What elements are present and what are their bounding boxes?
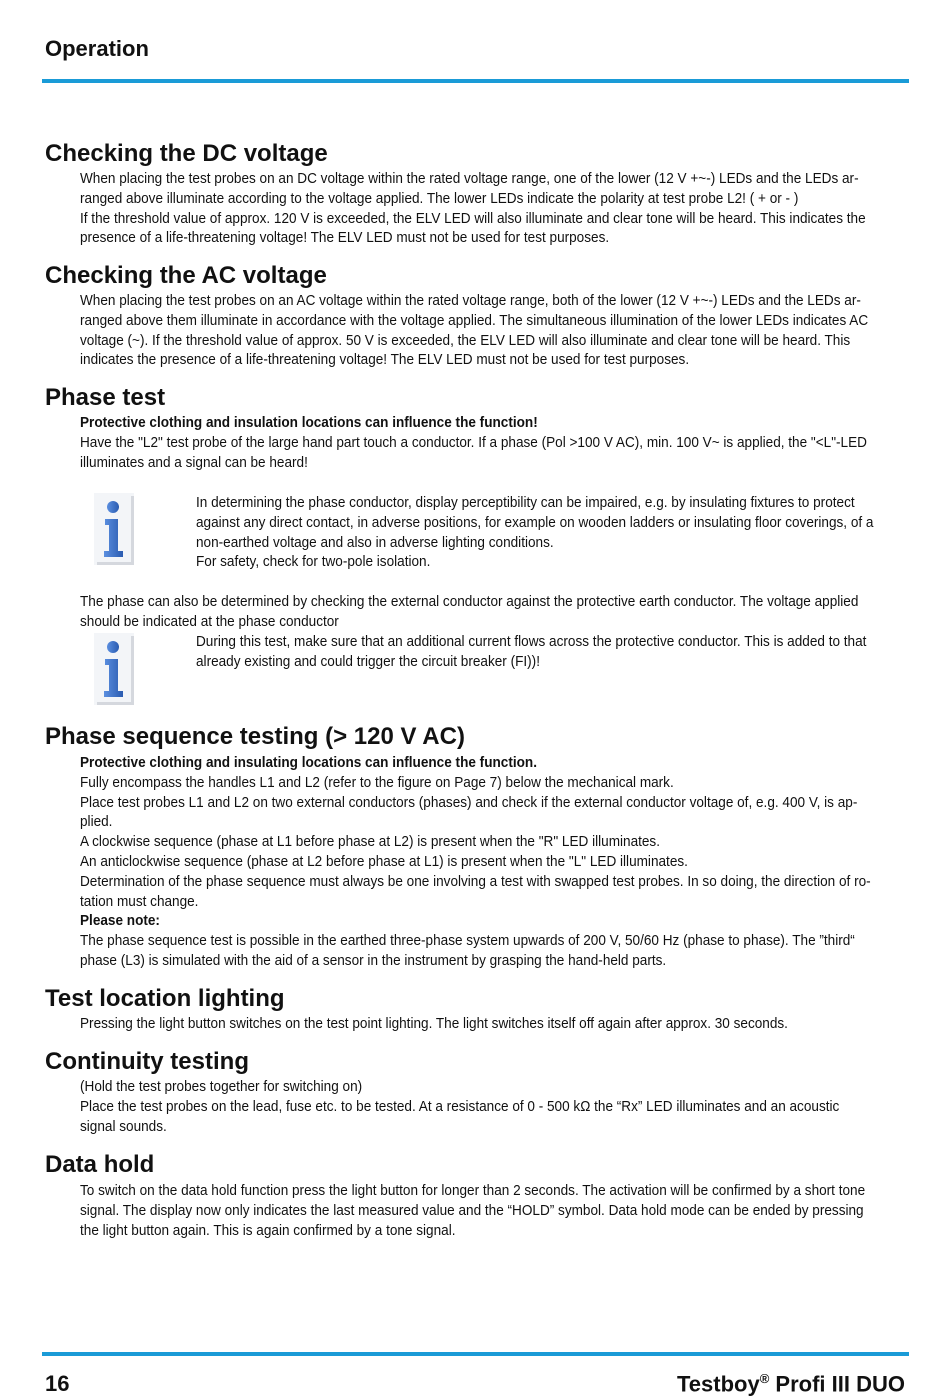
heading-test-location-lighting: Test location lighting	[45, 985, 285, 1012]
info-icon	[94, 633, 134, 705]
paragraph-data-hold: To switch on the data hold function press the light button for longer than 2 seconds. The activation will be confirmed by a short tone signal. The display now only indicates the last measured value and the “HOLD” symbol. Data hold mode can be ended by pressing the light button again. This is again confirmed by a tone signal.	[80, 1183, 866, 1239]
page-header-title: Operation	[45, 36, 149, 61]
paragraph-phase-sequence: Protective clothing and insulating locations can influence the function. Fully encompass the handles L1 and L2 (refer to the figure on Page 7) below the mechanical mark. Place test probes L1 and L2 on two external conductors (phases) and check if the external conductor voltage of, e.g. 400 V, is ap- plied. A clockwise sequence (phase at L1 before phase at L2) is present when the "R" LED illuminates. An anticlockwise sequence (phase at L2 before phase at L1) is present when the "L" LED illuminates. Determination of the phase sequence must always be one involving a test with swapped test probes. In so doing, the direction of ro- tation must change. Please note: The phase sequence test is possible in the earthed three-phase system upwards of 200 V, 50/60 Hz (phase to phase). The ”third“ phase (L3) is simulated with the aid of a sensor in the instrument by grasping the hand-held parts.	[80, 754, 906, 972]
header-rule	[42, 79, 909, 83]
paragraph-phase-test: Protective clothing and insulation locations can influence the function! Have the "L2" test probe of the large hand part touch a conductor. If a phase (Pol >100 V AC), min. 100 V~ is applied, the "<L"-LED illuminates and a signal can be heard!	[80, 414, 906, 473]
heading-phase-sequence: Phase sequence testing (> 120 V AC)	[45, 723, 465, 750]
warning-text: Protective clothing and insulating locations can influence the function.	[80, 755, 537, 771]
warning-text: Protective clothing and insulation locations can influence the function!	[80, 415, 538, 431]
heading-dc-voltage: Checking the DC voltage	[45, 140, 328, 167]
paragraph-continuity-testing: (Hold the test probes together for switching on) Place the test probes on the lead, fuse etc. to be tested. At a resistance of 0 - 500 kΩ the “Rx” LED illuminates and an acoustic signal sounds.	[80, 1079, 840, 1135]
info-note-protective-conductor: During this test, make sure that an additional current flows across the protective conductor. This is added to that already existing and could trigger the circuit breaker (FI))!	[196, 634, 867, 670]
footer-rule	[42, 1352, 909, 1356]
heading-data-hold: Data hold	[45, 1151, 155, 1178]
info-note-phase-conductor: In determining the phase conductor, display perceptibility can be impaired, e.g. by insulating fixtures to protect against any direct contact, in adverse positions, for example on wooden ladders or insulating floor coverings, of a non-earthed voltage and also in adverse lighting conditions. For safety, check for two-pole isolation.	[196, 495, 874, 571]
paragraph-test-location-lighting: Pressing the light button switches on the test point lighting. The light switches itself off again after approx. 30 seconds.	[80, 1016, 788, 1032]
page-number: 16	[45, 1371, 70, 1396]
footer-product-name: Testboy® Profi III DUO	[677, 1371, 905, 1397]
info-icon	[94, 493, 134, 565]
heading-ac-voltage: Checking the AC voltage	[45, 262, 327, 289]
please-note-label: Please note:	[80, 913, 160, 930]
paragraph-phase-external: The phase can also be determined by checking the external conductor against the protective earth conductor. The voltage applied should be indicated at the phase conductor	[80, 594, 859, 630]
paragraph-dc-voltage: When placing the test probes on an DC voltage within the rated voltage range, one of the lower (12 V +~-) LEDs and the LEDs ar- ranged above illuminate according to the voltage applied. The lower LEDs indicate the polarity at test probe L2! ( + or - ) If the threshold value of approx. 120 V is exceeded, the ELV LED will also illuminate and clear tone will be heard. This indicates the presence of a life-threatening voltage! The ELV LED must not be used for test purposes.	[80, 171, 866, 247]
heading-continuity-testing: Continuity testing	[45, 1048, 249, 1075]
paragraph-ac-voltage: When placing the test probes on an AC voltage within the rated voltage range, both of the lower (12 V +~-) LEDs and the LEDs ar- ranged above them illuminate in accordance with the voltage applied. The simultaneous illumination of the lower LEDs indicates AC voltage (~). If the threshold value of approx. 50 V is exceeded, the ELV LED will also illuminate and clear tone will be heard. This indicates the presence of a life-threatening voltage! The ELV LED must not be used for test purposes.	[80, 293, 869, 369]
heading-phase-test: Phase test	[45, 384, 166, 411]
